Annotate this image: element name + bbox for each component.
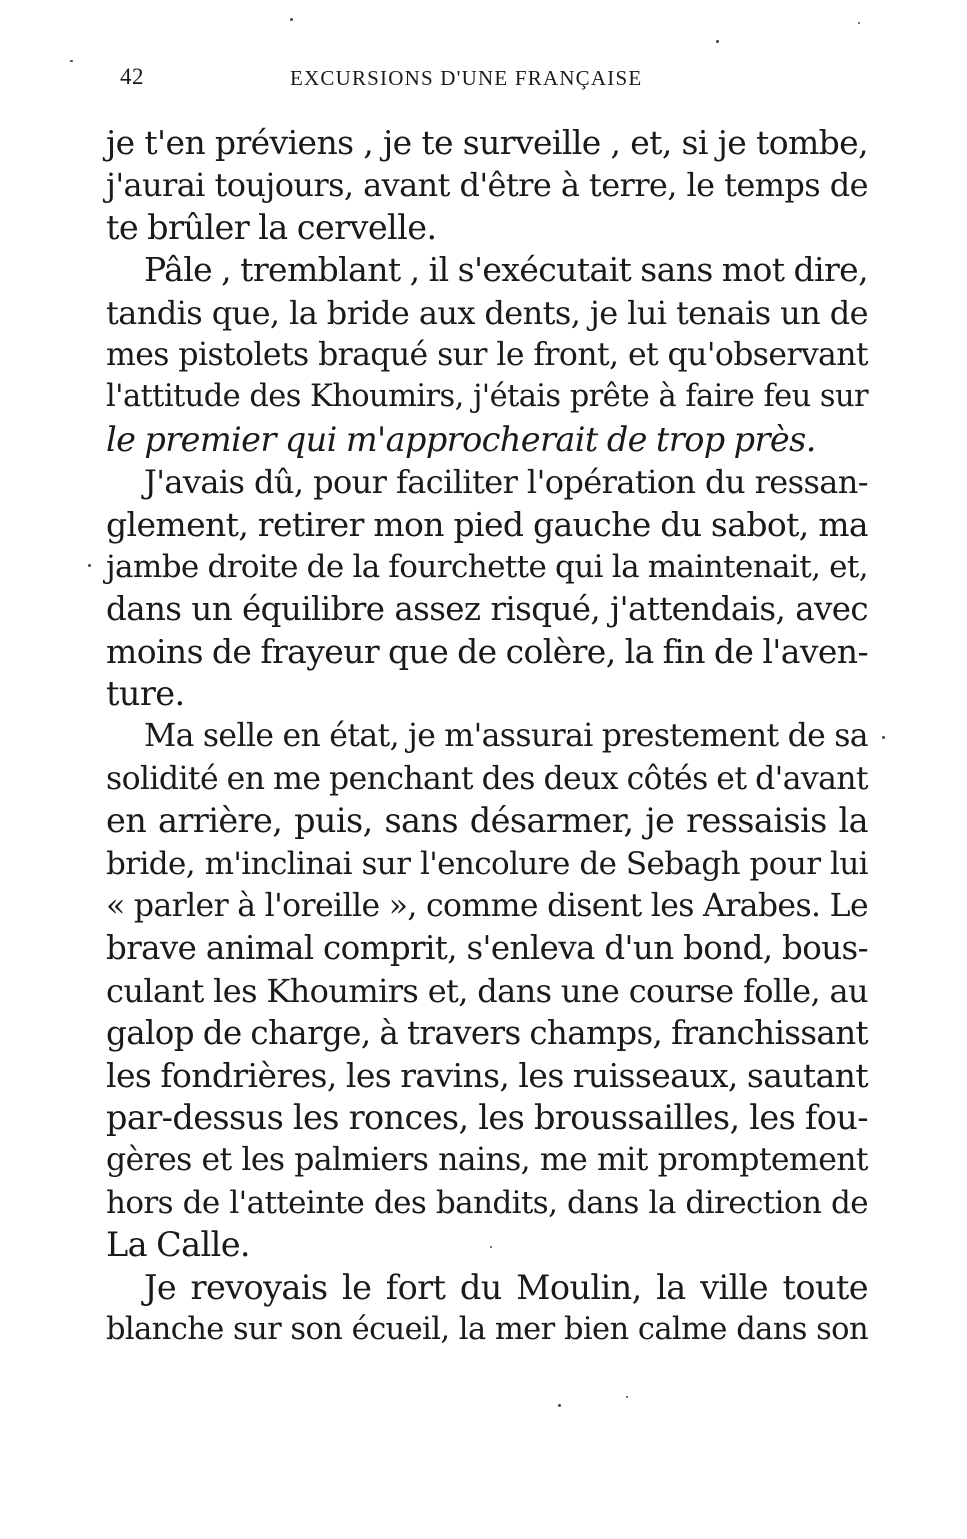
running-title: EXCURSIONS D'UNE FRANÇAISE: [290, 66, 643, 90]
scan-speck: [490, 1246, 492, 1248]
text-line: moins de frayeur que de colère, la fin de l'aven-: [106, 631, 868, 671]
text-line: La Calle.: [106, 1225, 250, 1265]
text-line: blanche sur son écueil, la mer bien calme dans son: [106, 1311, 868, 1347]
text-line: jambe droite de la fourchette qui la maintenait, et,: [106, 548, 868, 585]
text-line: culant les Khoumirs et, dans une course folle, au: [106, 971, 868, 1010]
text-line: par-dessus les ronces, les broussailles, les fou-: [106, 1097, 868, 1137]
text-line: Pâle , tremblant , il s'exécutait sans mot dire,: [144, 250, 868, 290]
text-line: en arrière, puis, sans désarmer, je ressaisis la: [106, 801, 868, 841]
text-line: je t'en préviens , je te surveille , et, si je tombe,: [106, 123, 868, 162]
text-line: glement, retirer mon pied gauche du sabot, ma: [106, 504, 868, 544]
text-line: « parler à l'oreille », comme disent les Arabes. Le: [106, 888, 868, 925]
text-line: mes pistolets braqué sur le front, et qu'observant: [106, 336, 868, 373]
text-line: dans un équilibre assez risqué, j'attendais, avec: [106, 590, 868, 629]
scan-speck: [88, 564, 91, 567]
text-line: te brûler la cervelle.: [106, 207, 437, 247]
scan-speck: [716, 40, 719, 43]
text-line: tandis que, la bride aux dents, je lui tenais un de: [106, 293, 868, 332]
text-line: J'avais dû, pour faciliter l'opération du ressan-: [144, 463, 868, 502]
text-line: l'attitude des Khoumirs, j'étais prête à faire feu sur: [106, 379, 868, 415]
page-number: 42: [120, 64, 144, 89]
text-line: les fondrières, les ravins, les ruisseaux, sautant: [106, 1055, 868, 1095]
text-line: hors de l'atteinte des bandits, dans la direction de: [106, 1184, 868, 1221]
scan-speck: [70, 60, 73, 62]
text-line: solidité en me penchant des deux côtés et d'avant: [106, 760, 868, 797]
text-line: j'aurai toujours, avant d'être à terre, le temps de: [106, 166, 868, 205]
scan-speck: [290, 18, 293, 21]
text-line: Je revoyais le fort du Moulin, la ville toute: [144, 1267, 868, 1307]
text-line: gères et les palmiers nains, me mit promptement: [106, 1142, 868, 1179]
text-line: le premier qui m'approcherait de trop près.: [106, 419, 816, 459]
text-line: bride, m'inclinai sur l'encolure de Sebagh pour lui: [106, 845, 868, 882]
scan-speck: [882, 736, 885, 739]
text-line: ture.: [106, 674, 185, 714]
scan-speck: [626, 1396, 628, 1398]
text-line: galop de charge, à travers champs, franchissant: [106, 1014, 868, 1053]
body-text: [106, 122, 868, 1351]
running-head: [120, 64, 868, 100]
scan-speck: [858, 22, 860, 24]
text-line: Ma selle en état, je m'assurai prestement de sa: [144, 718, 868, 755]
text-line: brave animal comprit, s'enleva d'un bond, bous-: [106, 929, 868, 968]
scan-speck: [558, 1404, 561, 1407]
